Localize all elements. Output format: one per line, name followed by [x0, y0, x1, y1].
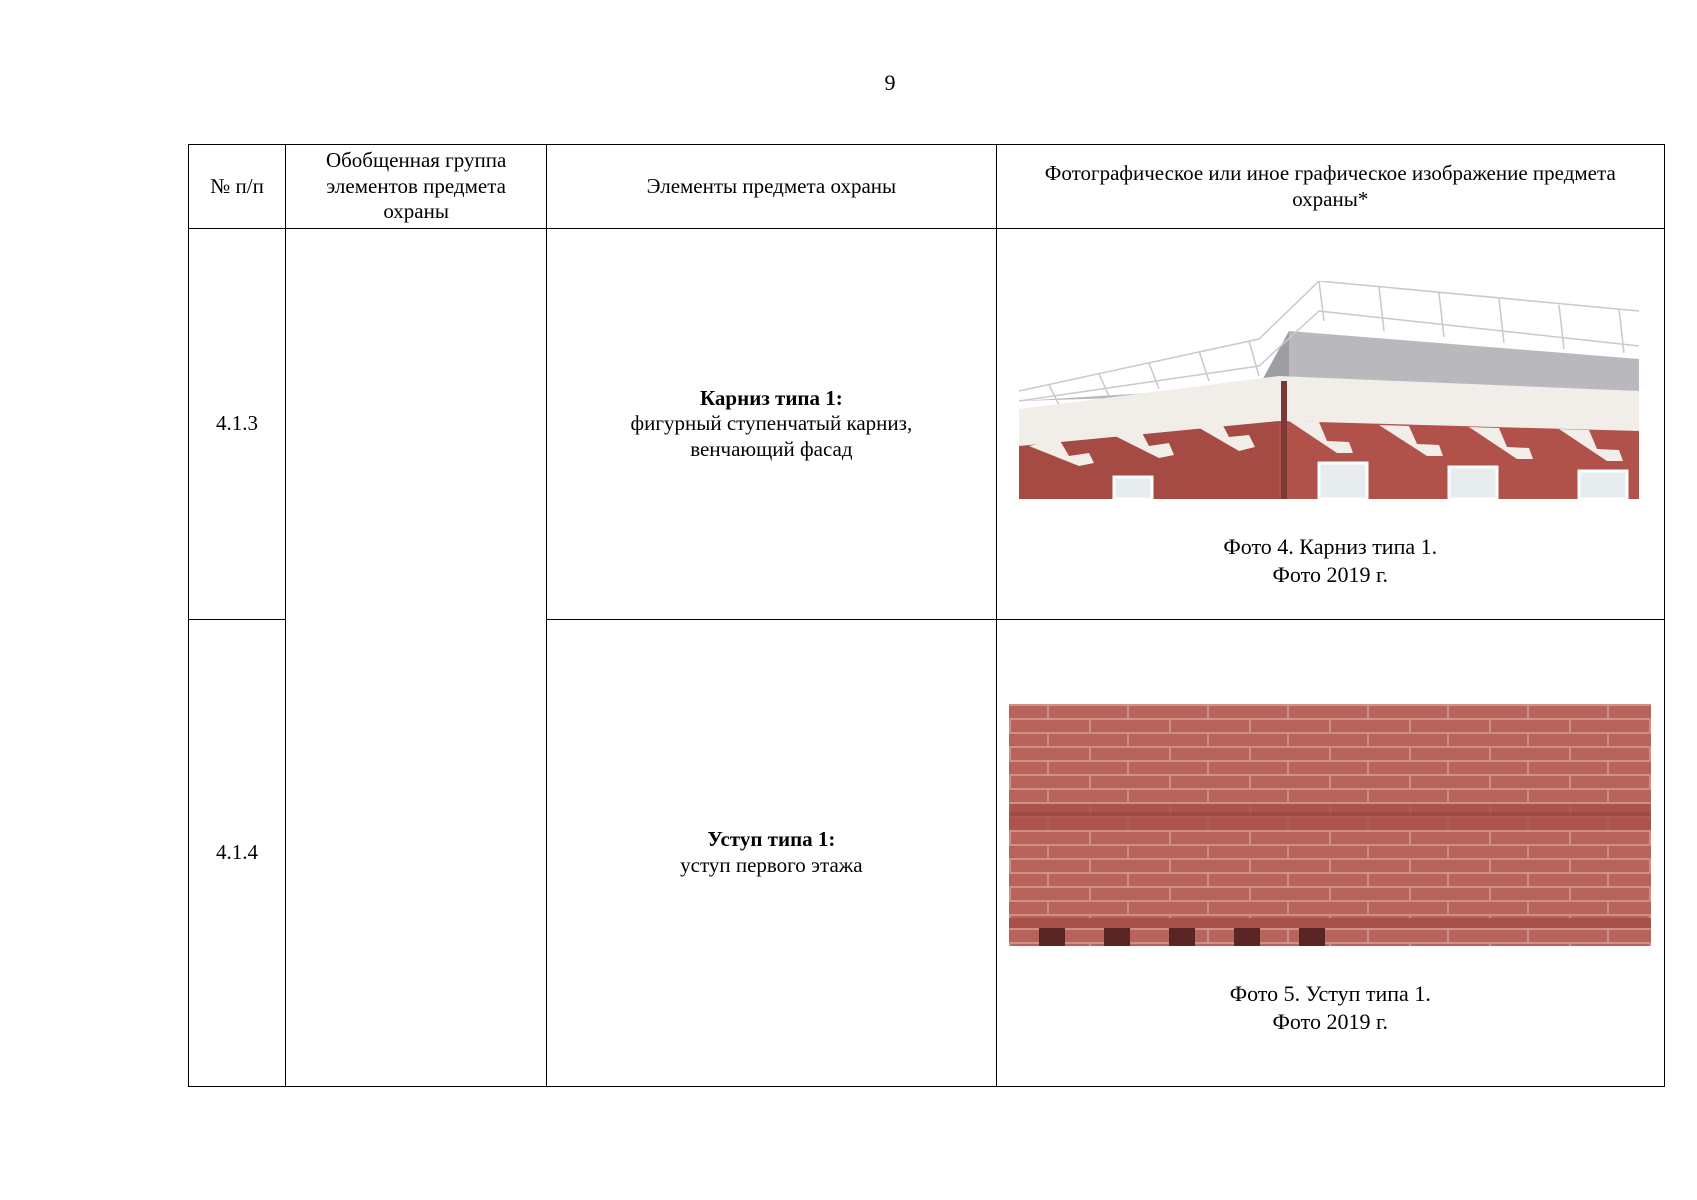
- row-number: 4.1.4: [189, 620, 286, 1087]
- element-cell: [547, 620, 996, 1087]
- header-elements: Элементы предмета охраны: [547, 145, 996, 229]
- element-description-line: уступ первого этажа: [680, 853, 863, 877]
- element-title: Карниз типа 1:: [699, 385, 843, 410]
- protection-table: [188, 144, 1665, 1087]
- header-number: № п/п: [189, 145, 286, 229]
- caption-line: Фото 4. Карниз типа 1.: [1223, 534, 1438, 559]
- cornice-photo: [1019, 281, 1639, 499]
- photo-cell: [996, 229, 1664, 620]
- photo-cell: [996, 620, 1664, 1087]
- ledge-photo: [1009, 704, 1651, 946]
- element-description-line: фигурный ступенчатый карниз,: [630, 411, 913, 436]
- header-image: Фотографическое или иное графическое изображение предмета охраны*: [996, 145, 1664, 229]
- row-number: 4.1.3: [189, 229, 286, 620]
- caption-line: Фото 5. Уступ типа 1.: [1229, 981, 1431, 1006]
- photo-caption: [997, 533, 1664, 588]
- group-cell: [286, 229, 547, 1087]
- element-cell: [547, 229, 996, 620]
- table-row: [189, 229, 1665, 620]
- element-description-line: венчающий фасад: [690, 436, 853, 461]
- header-group: Обобщенная группа элементов предмета охраны: [286, 145, 547, 229]
- photo-caption: [997, 980, 1664, 1035]
- table-header-row: [189, 145, 1665, 229]
- element-title: Уступ типа 1:: [707, 827, 836, 852]
- caption-line: Фото 2019 г.: [1272, 1008, 1388, 1034]
- page-number: 9: [884, 70, 896, 95]
- caption-line: Фото 2019 г.: [1272, 561, 1388, 587]
